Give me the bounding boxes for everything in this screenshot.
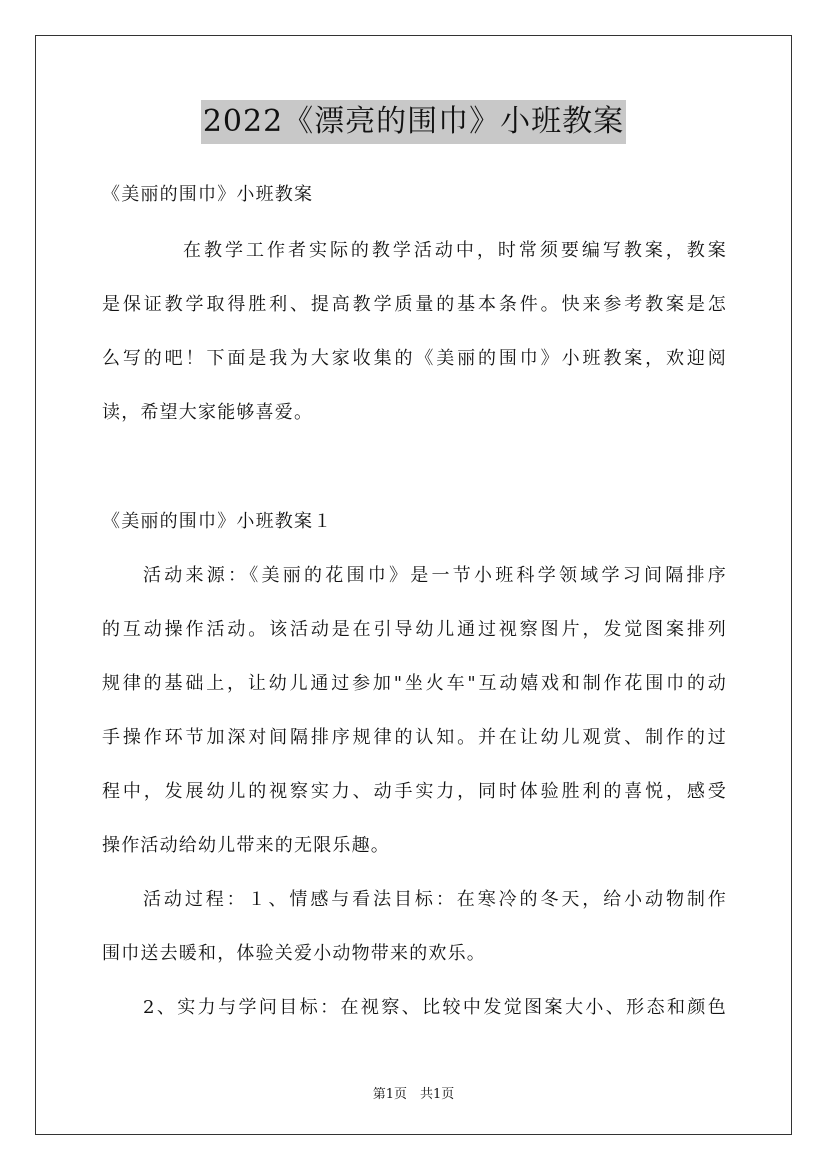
- document-subtitle: 《美丽的围巾》小班教案: [102, 184, 314, 205]
- page-footer: 第1页 共1页: [372, 1087, 455, 1102]
- process-line: 活动过程：１、情感与看法目标：在寒冷的冬天，给小动物制作: [143, 889, 727, 910]
- source-line: 操作活动给幼儿带来的无限乐趣。: [102, 835, 390, 856]
- title-container: [0, 100, 827, 144]
- intro-line: 么写的吧！下面是我为大家收集的《美丽的围巾》小班教案，欢迎阅: [102, 348, 727, 369]
- source-line: 手操作环节加深对间隔排序规律的认知。并在让幼儿观赏、制作的过: [102, 727, 727, 748]
- intro-line: 在教学工作者实际的教学活动中，时常须要编写教案，教案: [183, 240, 727, 261]
- source-line: 规律的基础上，让幼儿通过参加"坐火车"互动嬉戏和制作花围巾的动: [102, 673, 727, 694]
- source-line: 的互动操作活动。该活动是在引导幼儿通过视察图片，发觉图案排列: [102, 619, 727, 640]
- document-title: 2022《漂亮的围巾》小班教案: [201, 100, 626, 144]
- intro-line: 是保证教学取得胜利、提高教学质量的基本条件。快来参考教案是怎: [102, 294, 727, 315]
- section-title: 《美丽的围巾》小班教案１: [102, 511, 333, 532]
- source-line: 活动来源：《美丽的花围巾》是一节小班科学领域学习间隔排序: [143, 565, 727, 586]
- intro-line: 读，希望大家能够喜爱。: [102, 402, 314, 423]
- process-line: 围巾送去暖和，体验关爱小动物带来的欢乐。: [102, 943, 486, 964]
- source-line: 程中，发展幼儿的视察实力、动手实力，同时体验胜利的喜悦，感受: [102, 781, 727, 802]
- goal-line: 2、实力与学问目标：在视察、比较中发觉图案大小、形态和颜色: [143, 997, 727, 1018]
